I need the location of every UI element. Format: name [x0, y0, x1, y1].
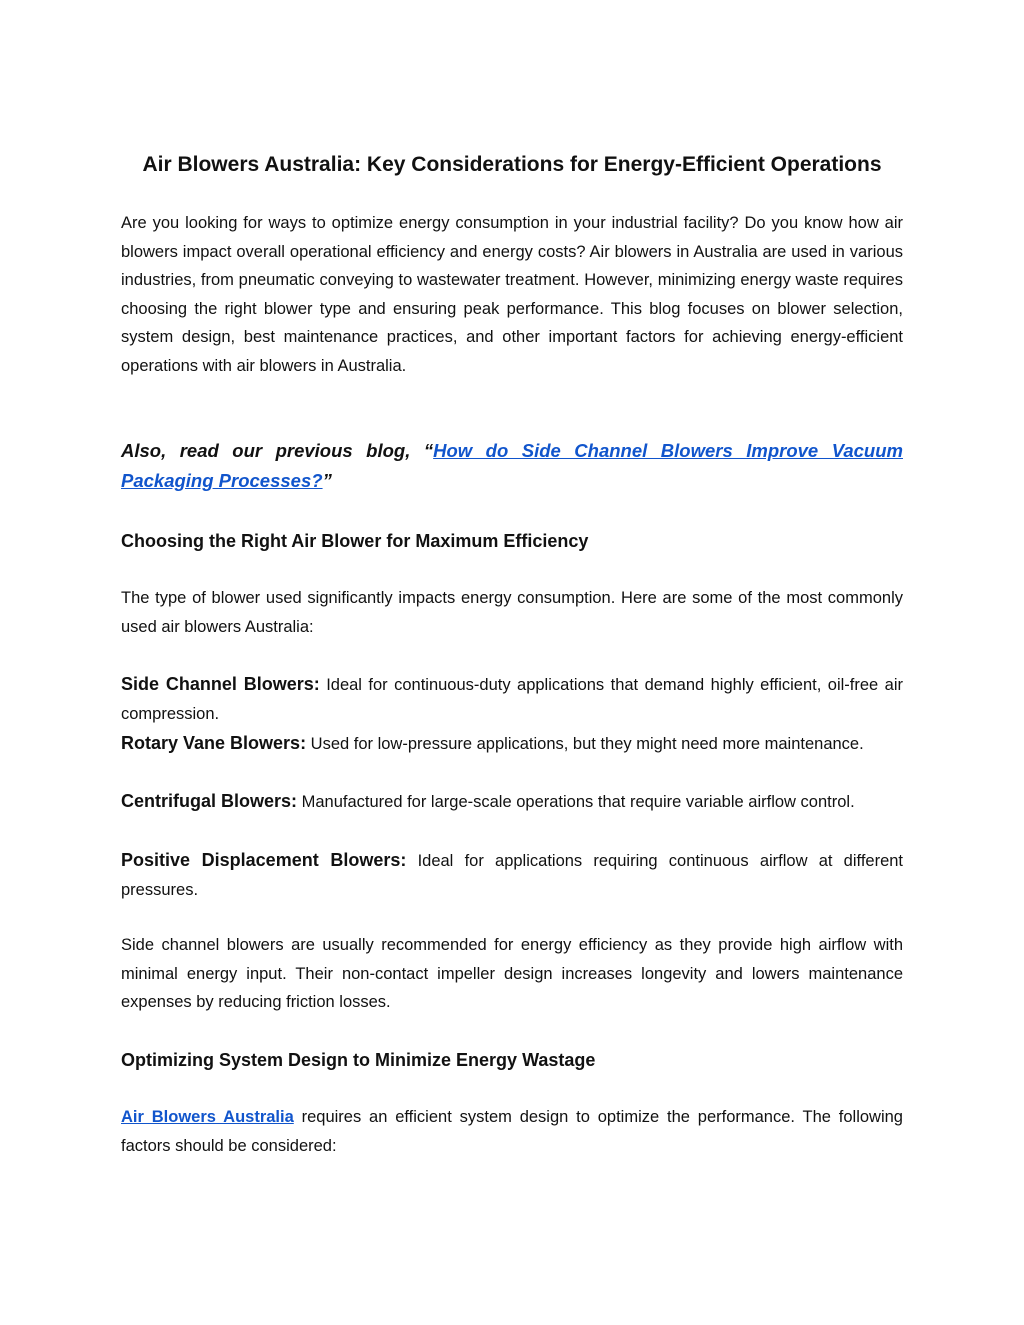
- section1-heading: Choosing the Right Air Blower for Maximum Efficiency: [121, 531, 589, 551]
- section1-intro: The type of blower used significantly impacts energy consumption. Here are some of the most commonly used air blowers Australia:: [121, 589, 903, 636]
- also-read-line: [121, 436, 903, 496]
- blower-desc: Ideal for continuous-duty applications that demand highly efficient, oil-free air compression.: [121, 676, 903, 723]
- section2-intro-rest: requires an efficient system design to optimize the performance. The following factors should be considered:: [121, 1108, 903, 1155]
- blower-desc: Used for low-pressure applications, but they might need more maintenance.: [306, 735, 864, 753]
- blower-term: Positive Displacement Blowers:: [121, 850, 407, 870]
- page-title: Air Blowers Australia: Key Considerations for Energy-Efficient Operations: [142, 153, 882, 176]
- blower-term: Rotary Vane Blowers:: [121, 733, 307, 753]
- air-blowers-australia-link[interactable]: Air Blowers Australia: [121, 1108, 294, 1126]
- previous-blog-link[interactable]: How do Side Channel Blowers Improve Vacuum Packaging Processes?: [121, 440, 903, 491]
- blower-item-centrifugal: [121, 787, 903, 817]
- blower-item-rotary-vane: [121, 729, 903, 759]
- also-read-prefix: Also, read our previous blog, “: [121, 440, 434, 461]
- section1-closing: Side channel blowers are usually recommended for energy efficiency as they provide high airflow with minimal energy input. Their non-contact impeller design increases longevity and lowers maintenance expenses by reducing friction losses.: [121, 936, 903, 1011]
- section2-intro: [121, 1103, 903, 1160]
- blower-item-side-channel: [121, 670, 903, 728]
- blower-item-positive-displacement: [121, 846, 903, 904]
- section2-heading: Optimizing System Design to Minimize Energy Wastage: [121, 1050, 596, 1070]
- blower-desc: Manufactured for large-scale operations that require variable airflow control.: [297, 793, 855, 811]
- also-read-suffix: ”: [322, 470, 332, 491]
- intro-paragraph: Are you looking for ways to optimize energy consumption in your industrial facility? Do you know how air blowers impact overall operational efficiency and energy costs? Air blowers in Australia are used in various industries, from pneumatic conveying to wastewater treatment. However, minimizing energy waste requires choosing the right blower type and ensuring peak performance. This blog focuses on blower selection, system design, best maintenance practices, and other important factors for achieving energy-efficient operations with air blowers in Australia.: [121, 214, 903, 375]
- blower-desc: Ideal for applications requiring continuous airflow at different pressures.: [121, 852, 904, 899]
- blower-term: Centrifugal Blowers:: [121, 791, 298, 811]
- blower-term: Side Channel Blowers:: [121, 674, 320, 694]
